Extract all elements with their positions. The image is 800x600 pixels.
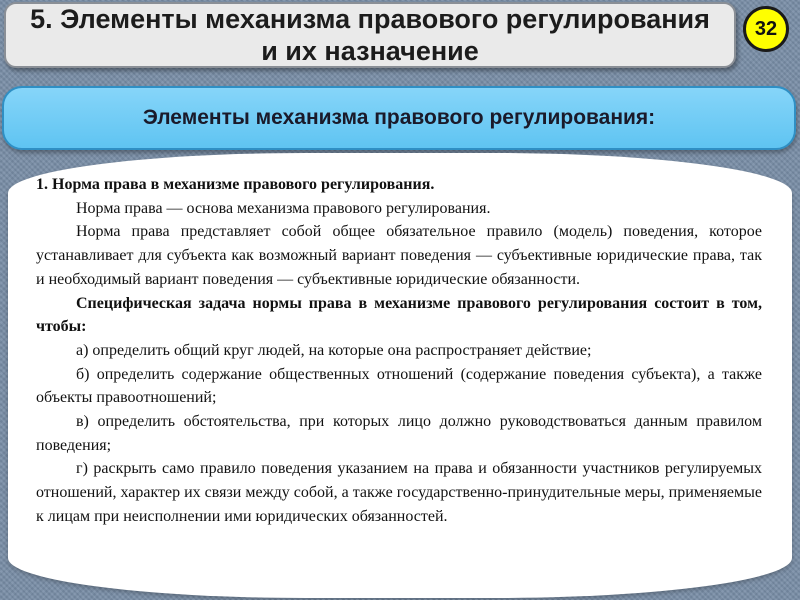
slide-title-panel [4,2,736,68]
section-heading: 1. Норма права в механизме правового регулирования. [36,176,435,193]
content-panel [8,153,792,598]
slide-number-badge: 32 [743,6,789,52]
paragraph-description: Норма права представляет собой общее обязательное правило (модель) поведения, которое устанавливает для субъекта как возможный вариант поведения — субъективные юридические права, так и необходимый вариант поведения — субъективные юридические обязанности. [36,223,762,288]
slide-title: 5. Элементы механизма правового регулирования и их назначение [30,4,710,66]
list-item-c: в) определить обстоятельства, при которых лицо должно руководствоваться данным правилом поведения; [36,413,762,454]
list-item-d: г) раскрыть само правило поведения указанием на права и обязанности участников регулируемых отношений, характер их связи между собой, а также государственно-принудительные меры, применяемые к лицам при неисполнении ими юридических обязанностей. [36,460,762,525]
list-item-b: б) определить содержание общественных отношений (содержание поведения субъекта), а также объекты правоотношений; [36,365,762,407]
paragraph-definition: Норма права — основа механизма правового регулирования. [76,199,491,217]
subtitle-panel [2,86,796,150]
list-item-a: а) определить общий круг людей, на которые она распространяет действие; [76,341,592,359]
paragraph-task: Специфическая задача нормы права в механизме правового регулирования состоит в том, чтобы: [36,294,762,336]
subtitle-text: Элементы механизма правового регулирования: [142,106,656,129]
